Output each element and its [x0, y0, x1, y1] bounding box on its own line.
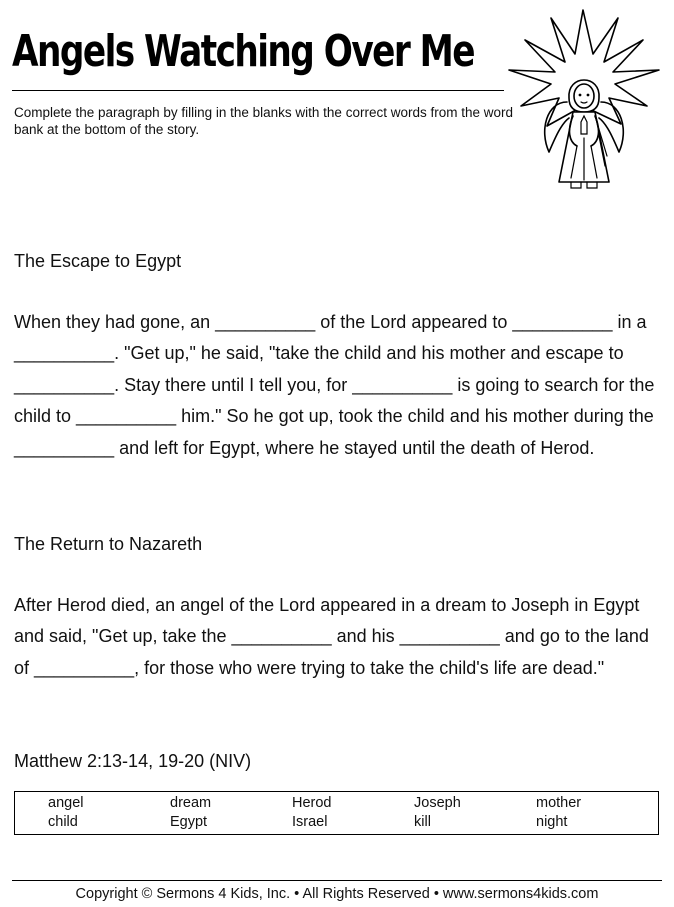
section-heading-return: The Return to Nazareth: [14, 534, 203, 554]
word-bank-item: Egypt: [170, 814, 208, 830]
worksheet-title: Angels Watching Over Me: [12, 26, 474, 77]
word-bank-item: kill: [414, 814, 431, 830]
word-bank-item: mother: [536, 795, 582, 811]
scripture-citation: Matthew 2:13-14, 19-20 (NIV): [14, 751, 252, 771]
copyright-footer: Copyright © Sermons 4 Kids, Inc. • All Rights Reserved • www.sermons4kids.com: [75, 886, 599, 902]
angel-icon: [505, 6, 674, 196]
word-bank-item: Herod: [292, 795, 332, 811]
instructions: Complete the paragraph by filling in the blanks with the correct words from the word bank at the bottom of the story.: [14, 105, 513, 137]
word-bank: [14, 791, 659, 835]
title-divider: [12, 90, 504, 91]
paragraph-return: After Herod died, an angel of the Lord appeared in a dream to Joseph in Egypt and said, "Get up, take the __________ and his __________ and go to the land of __________, for those who were trying to take the child's life are dead.": [14, 595, 649, 678]
word-bank-item: night: [536, 814, 568, 830]
word-bank-item: child: [48, 814, 78, 830]
word-bank-item: dream: [170, 795, 212, 811]
section-heading-escape: The Escape to Egypt: [14, 251, 182, 271]
footer-divider: [12, 880, 662, 881]
word-bank-item: Joseph: [414, 795, 461, 811]
word-bank-item: Israel: [292, 814, 328, 830]
paragraph-escape: When they had gone, an __________ of the Lord appeared to __________ in a __________. "Get up," he said, "take the child and his mother and escape to __________. Stay there until I tell you, for __________ is going to search for the child to __________ him." So he got up, took the child and his mother during the __________ and left for Egypt, where he stayed until the death of Herod.: [14, 312, 655, 458]
word-bank-item: angel: [48, 795, 84, 811]
